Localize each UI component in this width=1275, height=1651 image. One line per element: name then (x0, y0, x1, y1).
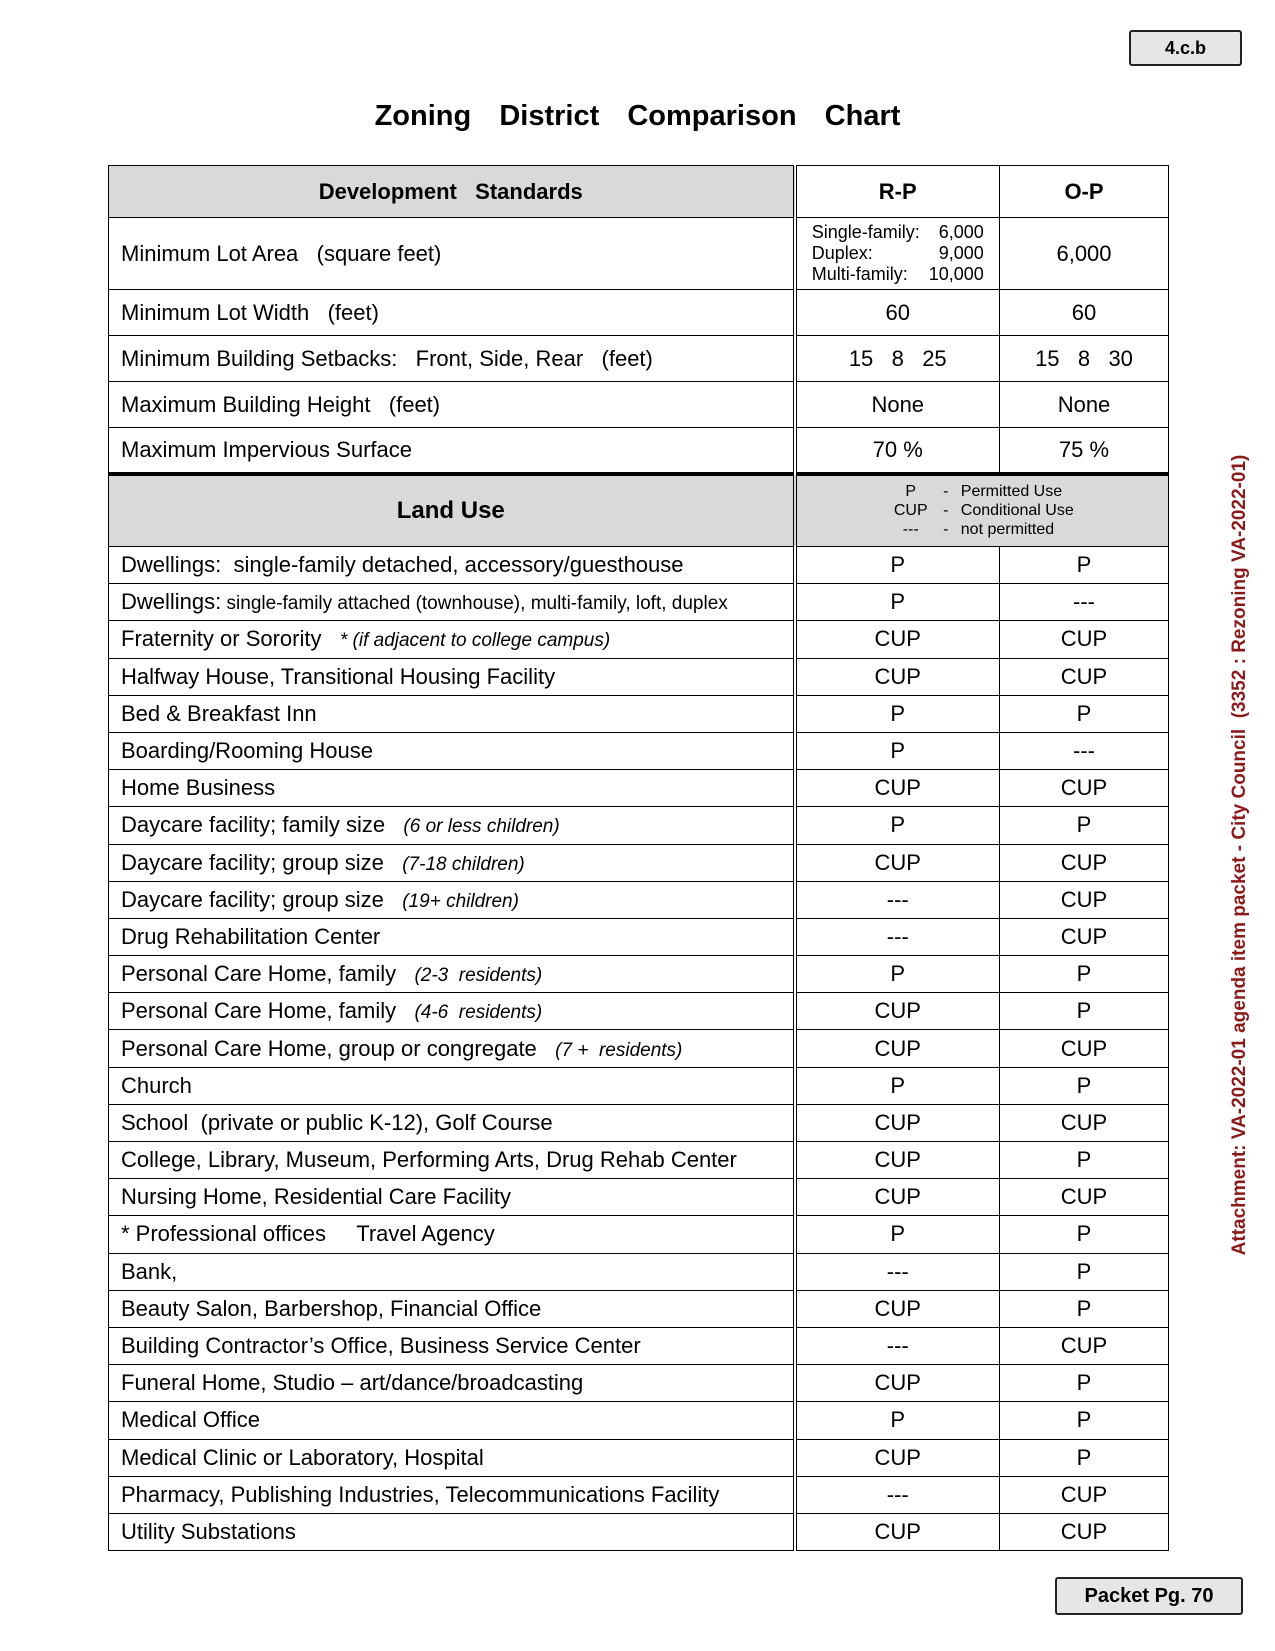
standard-op-value: 75 % (1000, 428, 1169, 474)
land-use-row (109, 1365, 1169, 1402)
legend-dash: - (943, 520, 949, 538)
land-use-label: School (private or public K-12), Golf Course (121, 1109, 553, 1135)
lot-area-type: Duplex: (811, 242, 873, 263)
standards-header: Development Standards (109, 166, 795, 218)
land-use-note: (7 + residents) (555, 1039, 683, 1061)
land-use-label: Dwellings: (121, 589, 222, 615)
land-use-row (109, 1439, 1169, 1476)
land-use-row (109, 584, 1169, 621)
land-use-rp-value: P (795, 1067, 1000, 1104)
land-use-op-value: CUP (1000, 1327, 1169, 1364)
land-use-row (109, 1216, 1169, 1253)
land-use-row (109, 1513, 1169, 1550)
land-use-rp-value: CUP (795, 1179, 1000, 1216)
column-header-op: O-P (1000, 166, 1169, 218)
standard-op-value: 60 (1000, 290, 1169, 336)
lot-area-line (812, 222, 984, 243)
land-use-rp-value: --- (795, 1327, 1000, 1364)
land-use-op-value: CUP (1000, 844, 1169, 881)
land-use-rp-value: --- (795, 918, 1000, 955)
land-use-cell (109, 584, 795, 621)
land-use-rp-value: --- (795, 1476, 1000, 1513)
legend (795, 474, 1169, 547)
standard-label: Minimum Building Setbacks: Front, Side, Rear (feet) (109, 336, 795, 382)
zoning-comparison-table (108, 165, 1169, 1551)
land-use-op-value: P (1000, 1142, 1169, 1179)
land-use-rp-value: CUP (795, 1142, 1000, 1179)
land-use-cell (109, 1030, 795, 1067)
land-use-op-value: P (1000, 1216, 1169, 1253)
lot-area-line (812, 243, 984, 264)
land-use-row (109, 1104, 1169, 1141)
land-use-note: (4-6 residents) (414, 1002, 543, 1024)
land-use-row (109, 844, 1169, 881)
land-use-label: Fraternity or Sorority (121, 626, 322, 652)
land-use-label: Medical Clinic or Laboratory, Hospital (121, 1444, 484, 1470)
lot-area-value: 9,000 (938, 242, 984, 263)
land-use-cell (109, 1402, 795, 1439)
land-use-op-value: P (1000, 695, 1169, 732)
land-use-cell (109, 695, 795, 732)
standard-rp-value: 60 (795, 290, 1000, 336)
standard-label: Maximum Impervious Surface (109, 428, 795, 474)
land-use-label: Nursing Home, Residential Care Facility (121, 1184, 512, 1210)
land-use-op-value: P (1000, 1290, 1169, 1327)
attachment-side-note: Attachment: VA-2022-01 agenda item packet - City Council (3352 : Rezoning VA-2022-01) (1229, 454, 1250, 1256)
land-use-op-value: CUP (1000, 658, 1169, 695)
land-use-op-value: CUP (1000, 1030, 1169, 1067)
legend-item (891, 501, 1074, 520)
land-use-op-value: CUP (1000, 1476, 1169, 1513)
standard-label: Maximum Building Height (feet) (109, 382, 795, 428)
land-use-label: Personal Care Home, family (121, 998, 397, 1024)
land-use-op-value: P (1000, 547, 1169, 584)
legend-code: --- (902, 520, 919, 538)
land-use-rp-value: CUP (795, 770, 1000, 807)
land-use-label: Personal Care Home, family (121, 961, 397, 987)
land-use-label: Halfway House, Transitional Housing Facility (121, 663, 556, 689)
land-use-label: Funeral Home, Studio – art/dance/broadcasting (121, 1370, 584, 1396)
land-use-rp-value: P (795, 956, 1000, 993)
land-use-row (109, 732, 1169, 769)
legend-item (891, 520, 1074, 539)
land-use-row (109, 621, 1169, 658)
land-use-rp-value: CUP (795, 993, 1000, 1030)
land-use-label: Home Business (121, 775, 276, 801)
legend-meaning: not permitted (960, 520, 1055, 538)
land-use-note: * (if adjacent to college campus) (339, 630, 611, 652)
land-use-op-value: CUP (1000, 621, 1169, 658)
land-use-note: (2-3 residents) (414, 965, 543, 987)
land-use-label: * Professional offices Travel Agency (121, 1221, 495, 1247)
land-use-cell (109, 1327, 795, 1364)
land-use-label: Bed & Breakfast Inn (121, 700, 317, 726)
land-use-row (109, 1290, 1169, 1327)
land-use-rp-value: CUP (795, 1365, 1000, 1402)
agenda-tag: 4.c.b (1129, 30, 1242, 66)
land-use-note: (7-18 children) (402, 853, 525, 875)
land-use-header-row (109, 474, 1169, 547)
land-use-header: Land Use (109, 474, 795, 547)
lot-area-type: Multi-family: (811, 263, 908, 284)
lot-area-value: 10,000 (928, 263, 984, 284)
standard-label: Minimum Lot Area (square feet) (109, 218, 795, 290)
land-use-cell (109, 770, 795, 807)
land-use-cell (109, 844, 795, 881)
land-use-note: (6 or less children) (403, 816, 560, 838)
land-use-row (109, 1327, 1169, 1364)
legend-dash: - (943, 501, 949, 519)
land-use-row (109, 956, 1169, 993)
standard-rp-value: 70 % (795, 428, 1000, 474)
land-use-row (109, 918, 1169, 955)
land-use-op-value: --- (1000, 584, 1169, 621)
column-header-rp: R-P (795, 166, 1000, 218)
land-use-label: Dwellings: single-family detached, accessory/guesthouse (121, 552, 684, 578)
land-use-op-value: CUP (1000, 770, 1169, 807)
land-use-op-value: P (1000, 1067, 1169, 1104)
land-use-rp-value: P (795, 732, 1000, 769)
standard-rp-value: None (795, 382, 1000, 428)
land-use-label: Daycare facility; family size (121, 812, 386, 838)
land-use-row (109, 881, 1169, 918)
land-use-cell (109, 547, 795, 584)
lot-area-line (812, 264, 984, 285)
land-use-rp-value: CUP (795, 844, 1000, 881)
land-use-detail: single-family attached (townhouse), multi-family, loft, duplex (221, 593, 728, 615)
land-use-label: Bank, (121, 1258, 178, 1284)
land-use-row (109, 807, 1169, 844)
land-use-op-value: P (1000, 1439, 1169, 1476)
land-use-op-value: P (1000, 807, 1169, 844)
land-use-cell (109, 658, 795, 695)
land-use-op-value: P (1000, 956, 1169, 993)
land-use-op-value: CUP (1000, 881, 1169, 918)
land-use-label: Building Contractor’s Office, Business Service Center (121, 1333, 641, 1359)
land-use-rp-value: P (795, 1216, 1000, 1253)
land-use-row (109, 993, 1169, 1030)
land-use-rp-value: --- (795, 1253, 1000, 1290)
land-use-cell (109, 621, 795, 658)
land-use-op-value: P (1000, 1253, 1169, 1290)
land-use-cell (109, 1439, 795, 1476)
land-use-cell (109, 1513, 795, 1550)
land-use-cell (109, 732, 795, 769)
land-use-row (109, 695, 1169, 732)
land-use-label: Daycare facility; group size (121, 849, 384, 875)
land-use-label: Church (121, 1072, 192, 1098)
legend-meaning: Permitted Use (960, 482, 1063, 500)
land-use-op-value: --- (1000, 732, 1169, 769)
land-use-cell (109, 1142, 795, 1179)
land-use-label: College, Library, Museum, Performing Arts, Drug Rehab Center (121, 1147, 737, 1173)
land-use-op-value: CUP (1000, 1513, 1169, 1550)
standard-row-lot-area (109, 218, 1169, 290)
land-use-row (109, 1253, 1169, 1290)
land-use-cell (109, 993, 795, 1030)
land-use-op-value: CUP (1000, 1104, 1169, 1141)
land-use-cell (109, 1104, 795, 1141)
standard-label: Minimum Lot Width (feet) (109, 290, 795, 336)
land-use-label: Pharmacy, Publishing Industries, Telecommunications Facility (121, 1481, 720, 1507)
land-use-row (109, 1067, 1169, 1104)
standard-op-value: 15 8 30 (1000, 336, 1169, 382)
land-use-rp-value: CUP (795, 621, 1000, 658)
land-use-op-value: CUP (1000, 1179, 1169, 1216)
land-use-op-value: CUP (1000, 918, 1169, 955)
land-use-label: Medical Office (121, 1407, 260, 1433)
standard-row (109, 428, 1169, 474)
land-use-row (109, 1142, 1169, 1179)
standard-rp-value: 15 8 25 (795, 336, 1000, 382)
land-use-row (109, 1476, 1169, 1513)
legend-list (891, 482, 1074, 539)
land-use-rp-value: CUP (795, 658, 1000, 695)
standard-row (109, 336, 1169, 382)
land-use-cell (109, 1179, 795, 1216)
land-use-rp-value: CUP (795, 1513, 1000, 1550)
land-use-row (109, 1179, 1169, 1216)
land-use-cell (109, 1216, 795, 1253)
legend-item (891, 482, 1074, 501)
standard-row (109, 290, 1169, 336)
land-use-rp-value: P (795, 584, 1000, 621)
lot-area-value: 6,000 (938, 221, 984, 242)
land-use-rp-value: CUP (795, 1104, 1000, 1141)
land-use-cell (109, 1067, 795, 1104)
land-use-rp-value: CUP (795, 1030, 1000, 1067)
land-use-rp-value: CUP (795, 1439, 1000, 1476)
land-use-cell (109, 956, 795, 993)
packet-page-number: Packet Pg. 70 (1055, 1577, 1243, 1615)
standards-header-row (109, 166, 1169, 218)
legend-code: P (905, 482, 917, 500)
land-use-rp-value: P (795, 547, 1000, 584)
land-use-op-value: P (1000, 1402, 1169, 1439)
legend-code: CUP (893, 501, 928, 519)
land-use-rp-value: P (795, 807, 1000, 844)
land-use-rp-value: P (795, 1402, 1000, 1439)
land-use-label: Drug Rehabilitation Center (121, 923, 381, 949)
land-use-note: (19+ children) (402, 890, 519, 912)
land-use-label: Beauty Salon, Barbershop, Financial Office (121, 1295, 542, 1321)
land-use-label: Personal Care Home, group or congregate (121, 1035, 537, 1061)
land-use-op-value: P (1000, 1365, 1169, 1402)
land-use-cell (109, 807, 795, 844)
land-use-cell (109, 1476, 795, 1513)
legend-meaning: Conditional Use (960, 501, 1074, 519)
standard-op-value: None (1000, 382, 1169, 428)
page-title: Zoning District Comparison Chart (374, 100, 901, 132)
land-use-row (109, 1030, 1169, 1067)
legend-dash: - (943, 482, 949, 500)
land-use-cell (109, 1253, 795, 1290)
land-use-rp-value: --- (795, 881, 1000, 918)
land-use-op-value: P (1000, 993, 1169, 1030)
lot-area-op-value: 6,000 (1000, 218, 1169, 290)
land-use-label: Boarding/Rooming House (121, 738, 373, 764)
land-use-label: Daycare facility; group size (121, 886, 384, 912)
lot-area-type: Single-family: (811, 221, 920, 242)
land-use-cell (109, 1290, 795, 1327)
land-use-rp-value: P (795, 695, 1000, 732)
land-use-cell (109, 1365, 795, 1402)
land-use-label: Utility Substations (121, 1518, 296, 1544)
lot-area-rp-breakdown (795, 218, 1000, 290)
land-use-row (109, 1402, 1169, 1439)
land-use-row (109, 547, 1169, 584)
land-use-rp-value: CUP (795, 1290, 1000, 1327)
standard-row (109, 382, 1169, 428)
land-use-cell (109, 918, 795, 955)
land-use-row (109, 658, 1169, 695)
land-use-cell (109, 881, 795, 918)
land-use-row (109, 770, 1169, 807)
